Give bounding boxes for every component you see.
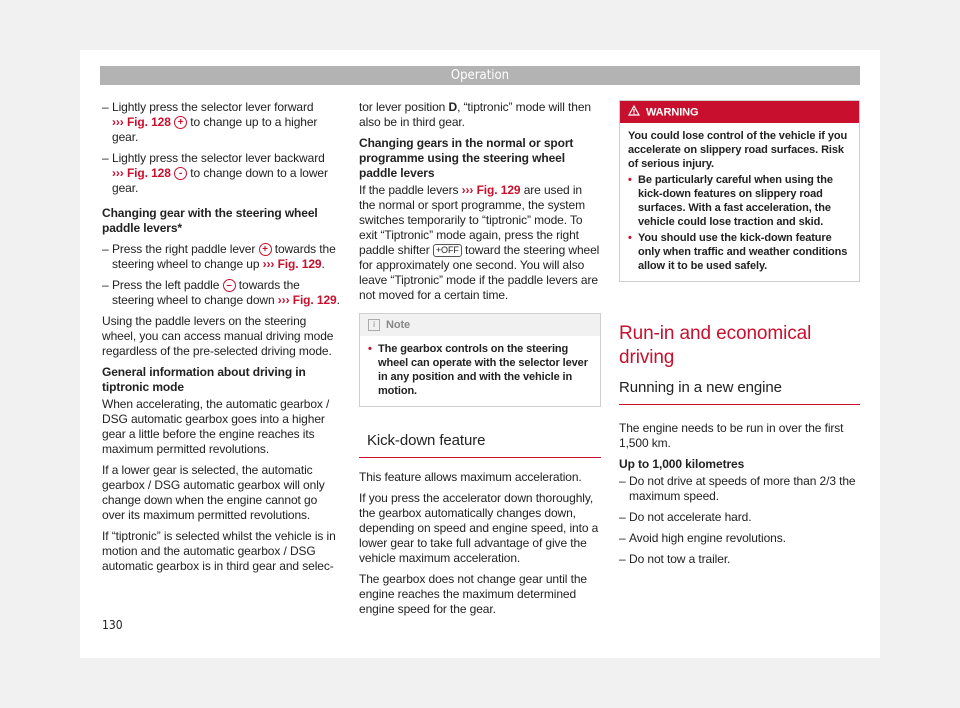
column-2 (359, 100, 601, 623)
minus-symbol-icon: - (174, 167, 187, 180)
list-item: – Do not accelerate hard. (619, 510, 860, 525)
note-header: i Note (360, 314, 600, 336)
manual-page (80, 50, 880, 658)
list-item: – Press the right paddle lever + towards the steering wheel to change up ››› Fig. 129. (102, 242, 340, 272)
section-heading: Up to 1,000 kilometres (619, 457, 745, 471)
chapter-title: Run-in and economical driving (619, 323, 812, 368)
figure-ref[interactable]: ››› Fig. 129 (277, 293, 337, 307)
note-box (359, 313, 601, 407)
paragraph: Using the paddle levers on the steering wheel, you can access manual driving mode regardless of the pre-selected driving mode. (102, 314, 334, 358)
list-item: – Lightly press the selector lever forward ››› Fig. 128 + to change up to a higher gear. (102, 100, 340, 145)
info-icon: i (368, 319, 380, 331)
page-header: Operation (100, 66, 860, 85)
paragraph: If “tiptronic” is selected whilst the vehicle is in motion and the automatic gearbox / DSG automatic gearbox is in third gear and selec- (102, 529, 336, 573)
section-title: Running in a new engine (619, 378, 860, 405)
column-3 (619, 100, 860, 573)
list-item: – Do not drive at speeds of more than 2/3 the maximum speed. (619, 474, 860, 504)
section-heading: Changing gears in the normal or sport programme using the steering wheel paddle levers (359, 136, 574, 180)
figure-ref[interactable]: ››› Fig. 128 (112, 166, 171, 180)
figure-ref[interactable]: ››› Fig. 129 (262, 257, 322, 271)
list-item: – Lightly press the selector lever backward ››› Fig. 128 - to change down to a lower gear. (102, 151, 340, 196)
warning-triangle-icon (628, 105, 640, 120)
column-1 (102, 100, 340, 580)
paragraph: If the paddle levers ››› Fig. 129 are used in the normal or sport programme, the system switches temporarily to “tiptronic” mode. To exit “Tiptronic” mode again, press the right paddle shifter +OFF toward the steering wheel for approximately one second. You will also leave “Tiptronic” mode if the paddle levers are not moved for a certain time. (359, 183, 600, 302)
plus-symbol-icon: + (174, 116, 187, 129)
list-item: – Avoid high engine revolutions. (619, 531, 860, 546)
paragraph: If you press the accelerator down thoroughly, the gearbox automatically changes down, depending on speed and engine speed, into a lower gear to take full advantage of give the vehicle maximum acceleration. (359, 491, 599, 565)
warning-bullet: • Be particularly careful when using the kick-down features on slippery road surfaces. With a fast acceleration, the vehicle could lose traction and skid. (628, 173, 851, 229)
paragraph: The engine needs to be run in over the first 1,500 km. (619, 421, 844, 450)
paragraph: If a lower gear is selected, the automatic gearbox / DSG automatic gearbox will only change down when the engine cannot go over its maximum permitted revolutions. (102, 463, 325, 522)
paragraph: When accelerating, the automatic gearbox / DSG automatic gearbox goes into a higher gear a little before the engine reaches its maximum permitted revolutions. (102, 397, 330, 456)
paragraph: tor lever position D, “tiptronic” mode will then also be in third gear. (359, 100, 591, 129)
warning-bullet: • You should use the kick-down feature only when traffic and weather conditions allow it to be used safely. (628, 231, 851, 273)
section-heading: General information about driving in tiptronic mode (102, 365, 306, 394)
list-item: – Press the left paddle – towards the steering wheel to change down ››› Fig. 129. (102, 278, 340, 308)
paragraph: This feature allows maximum acceleration. (359, 470, 582, 484)
section-title: Kick-down feature (359, 431, 601, 458)
off-button-icon: +OFF (433, 244, 462, 257)
figure-ref[interactable]: ››› Fig. 129 (461, 183, 521, 197)
paragraph: The gearbox does not change gear until the engine reaches the maximum determined engine speed for the gear. (359, 572, 587, 616)
minus-symbol-icon: – (223, 279, 236, 292)
figure-ref[interactable]: ››› Fig. 128 (112, 115, 171, 129)
note-bullet: • The gearbox controls on the steering wheel can operate with the selector lever in any position and with the vehicle in motion. (368, 342, 592, 398)
list-item: – Do not tow a trailer. (619, 552, 860, 567)
warning-intro: You could lose control of the vehicle if you accelerate on slippery road surfaces. Risk of serious injury. (628, 130, 848, 170)
plus-symbol-icon: + (259, 243, 272, 256)
page-number: 130 (102, 618, 123, 632)
warning-box (619, 100, 860, 282)
warning-header: WARNING (620, 101, 859, 123)
section-heading: Changing gear with the steering wheel paddle levers* (102, 206, 318, 235)
